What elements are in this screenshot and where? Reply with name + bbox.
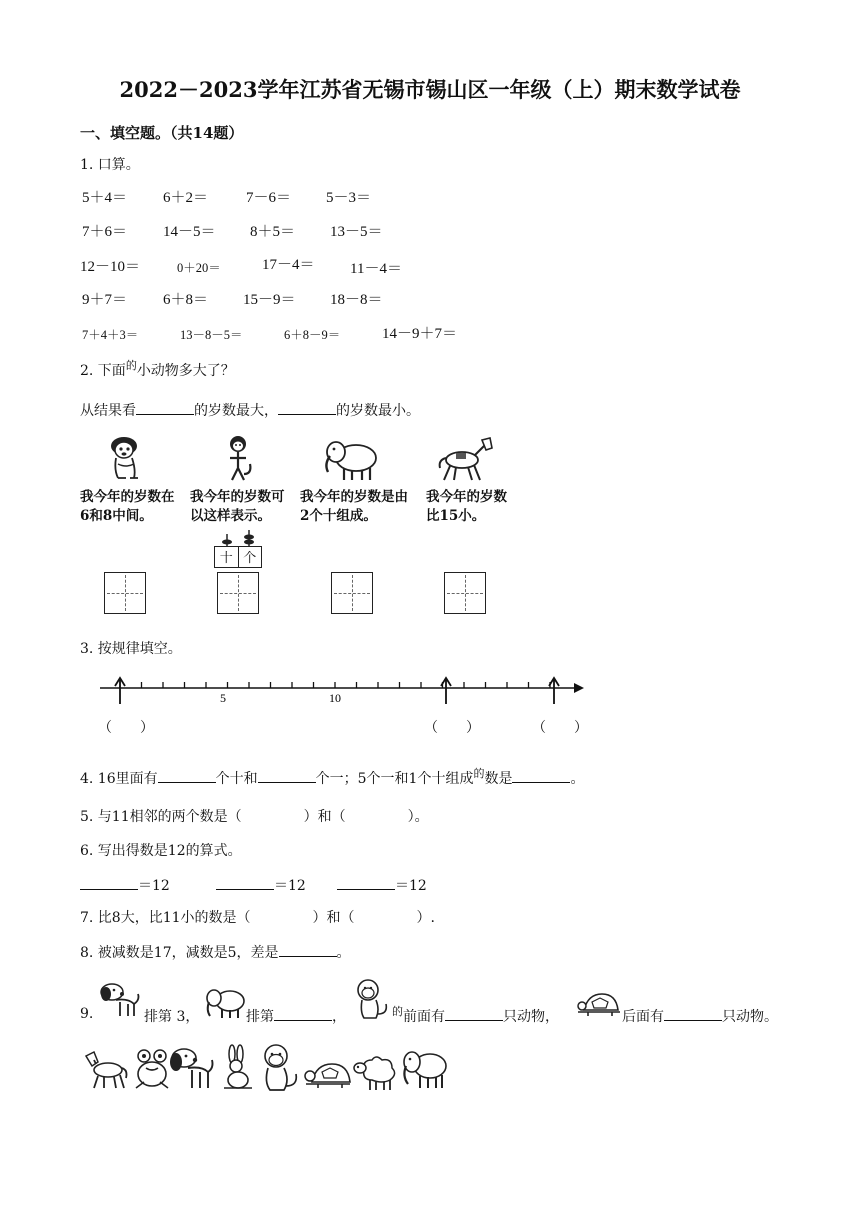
q1-expr: 13－8－5＝ bbox=[180, 328, 243, 342]
q6-eq-text: ＝12 bbox=[138, 878, 170, 894]
page-title: 2022－2023学年江苏省无锡市锡山区一年级（上）期末数学试卷 bbox=[119, 77, 741, 102]
q7-text: ）. bbox=[416, 910, 435, 926]
q3-answer-paren[interactable]: （ ） bbox=[98, 720, 154, 736]
dog-icon bbox=[168, 1046, 216, 1092]
sheep-icon bbox=[352, 1052, 400, 1092]
q5-text: ）和（ bbox=[303, 809, 346, 825]
ones-label: 个 bbox=[243, 551, 257, 566]
answer-blank[interactable] bbox=[136, 400, 194, 415]
elephant-icon bbox=[204, 986, 246, 1020]
q1-expr: 15－9＝ bbox=[243, 292, 296, 308]
q9-text: 排第 3， bbox=[144, 1009, 200, 1025]
q5-text: 5. 与11相邻的两个数是（ bbox=[80, 809, 242, 825]
turtle-icon bbox=[304, 1058, 352, 1090]
answer-blank[interactable] bbox=[512, 768, 570, 783]
elephant-icon bbox=[400, 1046, 448, 1092]
tick-label-10: 10 bbox=[329, 691, 341, 705]
q6-label: 6. 写出得数是12的算式。 bbox=[80, 843, 242, 859]
q2-label-text: 2. 下面 bbox=[80, 363, 126, 379]
q4-line bbox=[80, 768, 584, 788]
q2-caption: 我今年的岁数可以这样表示。 bbox=[190, 489, 285, 524]
q9-number: 9. bbox=[80, 1006, 94, 1022]
q6-equation bbox=[80, 875, 170, 895]
q6-eq-text: ＝12 bbox=[274, 878, 306, 894]
q9-rank-line bbox=[246, 1006, 346, 1026]
q1-label: 1. 口算。 bbox=[80, 157, 140, 173]
arrow-up-icon bbox=[549, 678, 559, 704]
q7-text: 7. 比8大，比11小的数是（ bbox=[80, 910, 251, 926]
q4-sup: 的 bbox=[473, 767, 485, 780]
q4-text: 。 bbox=[570, 771, 585, 787]
q1-expr: 7－6＝ bbox=[246, 190, 292, 206]
answer-blank[interactable] bbox=[337, 875, 395, 890]
monkey-icon bbox=[258, 1044, 302, 1092]
q9-text: 只动物。 bbox=[722, 1009, 778, 1025]
answer-box[interactable] bbox=[104, 572, 146, 614]
q1-expr: 5＋4＝ bbox=[82, 190, 128, 206]
q6-equation bbox=[337, 875, 427, 895]
horse-icon bbox=[434, 434, 496, 484]
q2-text: 的岁数最小。 bbox=[336, 403, 420, 419]
q2-label bbox=[80, 360, 235, 380]
q1-expr: 6＋8－9＝ bbox=[284, 328, 341, 342]
q1-expr: 13－5＝ bbox=[330, 224, 383, 240]
q1-expr: 18－8＝ bbox=[330, 292, 383, 308]
answer-blank[interactable] bbox=[664, 1006, 722, 1021]
animal-queue bbox=[82, 1044, 462, 1094]
q6-equation bbox=[216, 875, 306, 895]
q2-caption: 我今年的岁数在6和8中间。 bbox=[80, 489, 175, 524]
q1-expr: 12－10＝ bbox=[80, 259, 141, 275]
q1-expr: 7＋4＋3＝ bbox=[82, 328, 139, 342]
q1-expr: 17－4＝ bbox=[262, 257, 315, 273]
q4-text: 4. 16里面有 bbox=[80, 771, 158, 787]
q6-eq-text: ＝12 bbox=[395, 878, 427, 894]
arrow-up-icon bbox=[115, 678, 125, 704]
q9-text: 只动物， bbox=[503, 1009, 559, 1025]
turtle-icon bbox=[576, 990, 622, 1018]
q5-line bbox=[80, 806, 429, 826]
q2-label-sup: 的 bbox=[125, 359, 137, 372]
q9-text: 前面有 bbox=[403, 1009, 445, 1025]
answer-blank[interactable] bbox=[278, 400, 336, 415]
dog-icon bbox=[104, 434, 148, 482]
q1-expr: 14－5＝ bbox=[163, 224, 216, 240]
q9-count-line bbox=[392, 1006, 559, 1026]
q8-text: 8. 被减数是17，减数是5，差是 bbox=[80, 945, 279, 961]
q7-line bbox=[80, 907, 435, 927]
q9-text: 排第 bbox=[246, 1009, 274, 1025]
number-line-ticks bbox=[120, 682, 550, 688]
q1-expr: 5－3＝ bbox=[326, 190, 372, 206]
q3-answer-paren[interactable]: （ ） bbox=[424, 720, 480, 736]
number-line bbox=[96, 672, 586, 718]
q2-label-text: 小动物多大了？ bbox=[136, 363, 235, 379]
dog-icon bbox=[98, 980, 142, 1020]
q3-label: 3. 按规律填空。 bbox=[80, 641, 182, 657]
rabbit-icon bbox=[218, 1044, 256, 1092]
q1-expr: 14－9＋7＝ bbox=[382, 326, 458, 342]
q9-behind-line bbox=[622, 1006, 778, 1026]
q1-expr: 6＋2＝ bbox=[163, 190, 209, 206]
monkey-icon bbox=[220, 434, 256, 484]
q8-text: 。 bbox=[336, 945, 351, 961]
q2-caption: 我今年的岁数是由2个十组成。 bbox=[300, 489, 408, 524]
q2-answer-line bbox=[80, 400, 420, 420]
q4-text: 数是 bbox=[484, 771, 513, 787]
answer-blank[interactable] bbox=[216, 875, 274, 890]
q1-expr: 0＋20＝ bbox=[177, 261, 221, 275]
q1-expr: 9＋7＝ bbox=[82, 292, 128, 308]
tens-label: 十 bbox=[215, 547, 239, 567]
q7-text: ）和（ bbox=[312, 910, 355, 926]
answer-box[interactable] bbox=[444, 572, 486, 614]
answer-blank[interactable] bbox=[279, 942, 337, 957]
answer-blank[interactable] bbox=[258, 768, 316, 783]
q4-text: 个十和 bbox=[215, 771, 258, 787]
answer-blank[interactable] bbox=[80, 875, 138, 890]
monkey-icon bbox=[352, 978, 392, 1022]
answer-blank[interactable] bbox=[274, 1006, 332, 1021]
elephant-icon bbox=[320, 434, 380, 484]
q2-text: 的岁数最大， bbox=[194, 403, 278, 419]
answer-box[interactable] bbox=[331, 572, 373, 614]
q5-text: ）。 bbox=[407, 809, 429, 825]
answer-box[interactable] bbox=[217, 572, 259, 614]
q1-expr: 6＋8＝ bbox=[163, 292, 209, 308]
q1-expr: 8＋5＝ bbox=[250, 224, 296, 240]
answer-blank[interactable] bbox=[445, 1006, 503, 1021]
arrow-up-icon bbox=[441, 678, 451, 704]
q9-text: 后面有 bbox=[622, 1009, 664, 1025]
q2-caption: 我今年的岁数比15小。 bbox=[426, 489, 507, 524]
tick-label-5: 5 bbox=[220, 691, 226, 705]
q1-expr: 11－4＝ bbox=[350, 261, 402, 277]
section-heading: 一、填空题。（共14题） bbox=[80, 124, 244, 142]
frog-icon bbox=[132, 1048, 172, 1092]
horse-icon bbox=[82, 1048, 128, 1092]
place-value-header bbox=[214, 546, 262, 568]
q9-sup: 的 bbox=[392, 1005, 403, 1018]
answer-blank[interactable] bbox=[158, 768, 216, 783]
q4-text: 个一；5个一和1个十组成 bbox=[315, 771, 474, 787]
q9-text: ， bbox=[332, 1009, 346, 1025]
q3-answer-paren[interactable]: （ ） bbox=[532, 720, 588, 736]
q2-text: 从结果看 bbox=[80, 403, 136, 419]
q1-expr: 7＋6＝ bbox=[82, 224, 128, 240]
q8-line bbox=[80, 942, 351, 962]
number-line-arrowhead bbox=[574, 683, 584, 693]
